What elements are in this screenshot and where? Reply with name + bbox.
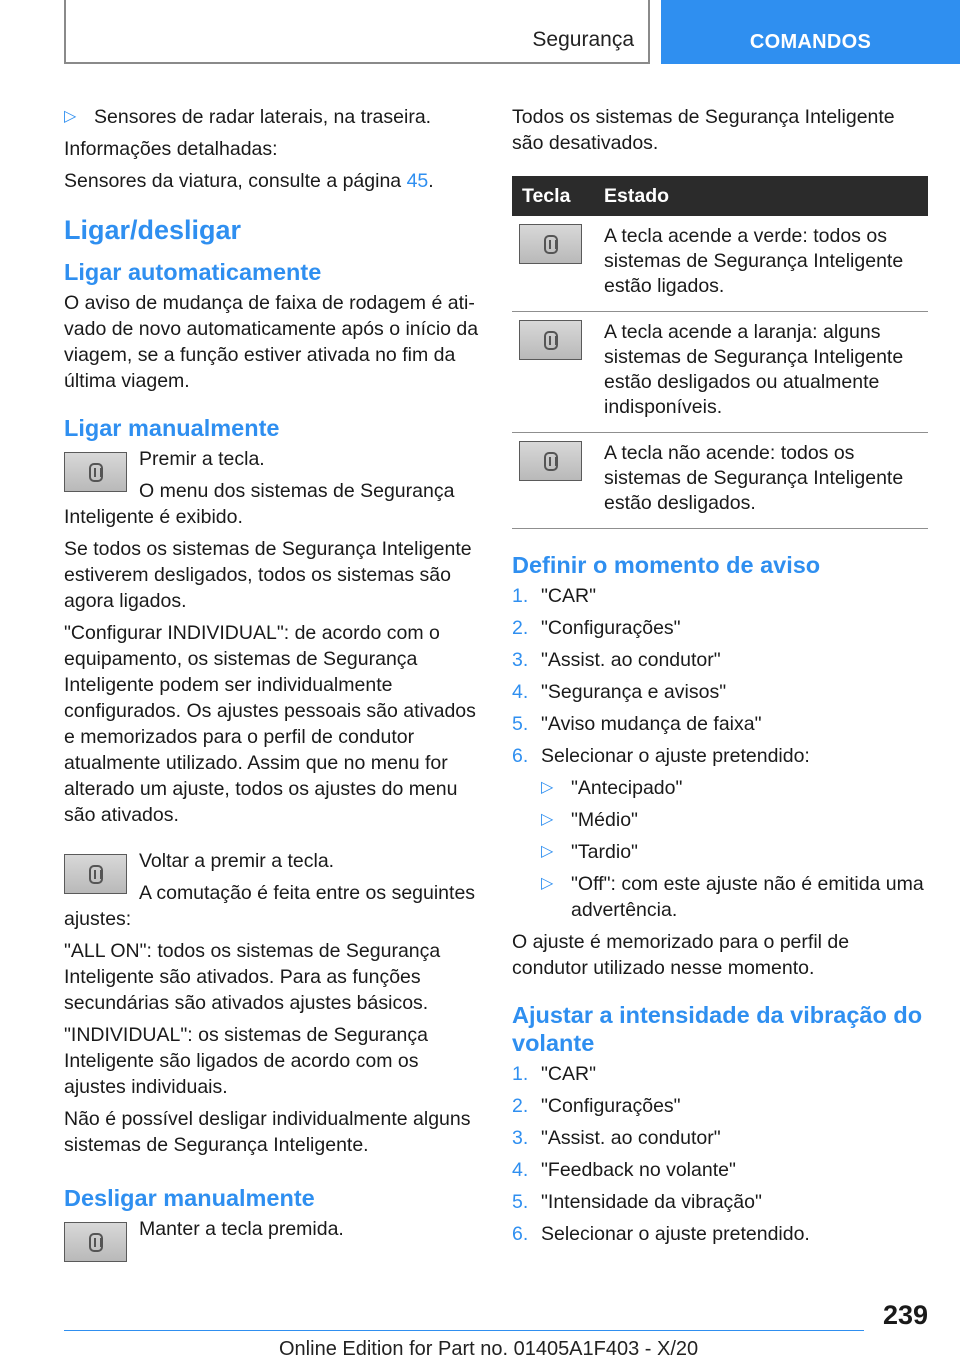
bullet-item: ▷ Sensores de radar laterais, na traseira. xyxy=(64,106,432,128)
sub-list-item: ▷ "Médio" xyxy=(541,809,638,831)
table-row: A tecla não acende: todos os sistemas de Segurança Inteligente estão desligados. xyxy=(512,433,928,529)
list-item: 2. "Configurações" xyxy=(512,1095,681,1117)
intelligent-safety-key-icon xyxy=(64,854,127,894)
auto-text: O aviso de mudança de faixa de rodagem é ativado de novo automaticamente após o início da viagem, se a função estiver ativada no fim da última viagem. xyxy=(64,292,479,392)
all-disabled-text: Todos os sistemas de Segurança Inteligente são desativados. xyxy=(512,106,895,154)
col-header-key: Tecla xyxy=(512,176,594,216)
triangle-right-icon: ▷ xyxy=(541,875,554,892)
list-item: 1. "CAR" xyxy=(512,1063,597,1085)
intelligent-safety-key-icon xyxy=(64,1222,127,1262)
table-row: A tecla acende a verde: todos os sistemas de Segurança Inteligente estão ligados. xyxy=(512,216,928,312)
list-item: 4. "Segurança e avisos" xyxy=(512,681,727,703)
intelligent-safety-key-icon xyxy=(64,452,127,492)
list-item: 6. Selecionar o ajuste pretendido. xyxy=(512,1223,810,1245)
individual-text: "INDIVIDUAL": os sistemas de Segurança Inteligente são ligados de acordo com os ajustes individuais. xyxy=(64,1024,428,1098)
list-item: 5. "Aviso mudança de faixa" xyxy=(512,713,762,735)
list-item: 3. "Assist. ao condutor" xyxy=(512,649,721,671)
footer-edition: Online Edition for Part no. 01405A1F403 - X/20 xyxy=(279,1338,699,1360)
not-possible-text: Não é possível desligar individualmente alguns sistemas de Segurança Inteligente. xyxy=(64,1108,471,1156)
triangle-right-icon: ▷ xyxy=(64,108,77,125)
heading-on-off: Ligar/desligar xyxy=(64,215,242,245)
key-row-press: Premir a tecla. O menu dos sistemas de Segurança Inteligente é exibido. xyxy=(64,448,455,528)
sensors-ref: Sensores da viatura, consulte a página 45. xyxy=(64,170,434,192)
list-item: 5. "Intensidade da vibração" xyxy=(512,1191,762,1213)
triangle-right-icon: ▷ xyxy=(541,779,554,796)
heading-auto-on: Ligar automaticamente xyxy=(64,259,322,285)
header-frame xyxy=(64,0,650,64)
info-label: Informações detalhadas: xyxy=(64,138,278,160)
right-column xyxy=(512,104,928,1253)
page-link[interactable]: 45 xyxy=(406,170,429,192)
heading-manual-on: Ligar manualmente xyxy=(64,415,280,441)
sub-list-item: ▷ "Tardio" xyxy=(541,841,638,863)
intelligent-safety-key-icon xyxy=(519,441,582,481)
sub-list-item: ▷ "Antecipado" xyxy=(541,777,683,799)
list-item: 1. "CAR" xyxy=(512,585,597,607)
all-off-text: Se todos os sistemas de Segurança Inteligente estiverem desligados, todos os sistemas são agora ligados. xyxy=(64,538,472,612)
all-on-text: "ALL ON": todos os sistemas de Segurança Inteligente são ativados. Para as funções secundárias são ativados ajustes básicos. xyxy=(64,940,441,1014)
heading-manual-off: Desligar manualmente xyxy=(64,1185,315,1211)
list-item: 6. Selecionar o ajuste pretendido: xyxy=(512,745,810,767)
table-header-row xyxy=(512,176,928,216)
page-number: 239 xyxy=(882,1300,928,1330)
config-individual-text: "Configurar INDIVIDUAL": de acordo com o equipamento, os sistemas de Segurança Inteligente podem ser individualmente configurados. Os ajustes pessoais são ativados e memorizados para o perfil de condutor atualmente utilizado. Assim que no menu for alterado um ajuste, todos os ajustes do menu são ativados. xyxy=(64,622,476,826)
heading-vibration: Ajustar a intensidade da vibração do volante xyxy=(512,1002,923,1056)
list-item: 2. "Configurações" xyxy=(512,617,681,639)
intelligent-safety-key-icon xyxy=(519,320,582,360)
key-row-hold: Manter a tecla premida. xyxy=(64,1216,480,1266)
memorized-text: O ajuste é memorizado para o perfil de condutor utilizado nesse momento. xyxy=(512,931,850,979)
section-title: Segurança xyxy=(532,28,634,51)
col-header-status: Estado xyxy=(594,176,928,216)
triangle-right-icon: ▷ xyxy=(541,843,554,860)
intelligent-safety-key-icon xyxy=(519,224,582,264)
triangle-right-icon: ▷ xyxy=(541,811,554,828)
key-row-press-again: Voltar a premir a tecla. A comutação é feita entre os seguintes ajustes: xyxy=(64,850,476,930)
key-status-table xyxy=(512,176,928,529)
sub-list-item: ▷ "Off": com este ajuste não é emitida uma advertência. xyxy=(541,873,924,921)
heading-warning-time: Definir o momento de aviso xyxy=(512,552,821,578)
list-item: 4. "Feedback no volante" xyxy=(512,1159,736,1181)
list-item: 3. "Assist. ao condutor" xyxy=(512,1127,721,1149)
table-row: A tecla acende a laranja: alguns sistemas de Segurança Inteligente estão desligados ou atualmente indisponíveis. xyxy=(512,312,928,433)
chapter-tab[interactable]: COMANDOS xyxy=(661,0,960,64)
left-column xyxy=(64,104,480,1266)
footer-divider xyxy=(64,1330,864,1331)
